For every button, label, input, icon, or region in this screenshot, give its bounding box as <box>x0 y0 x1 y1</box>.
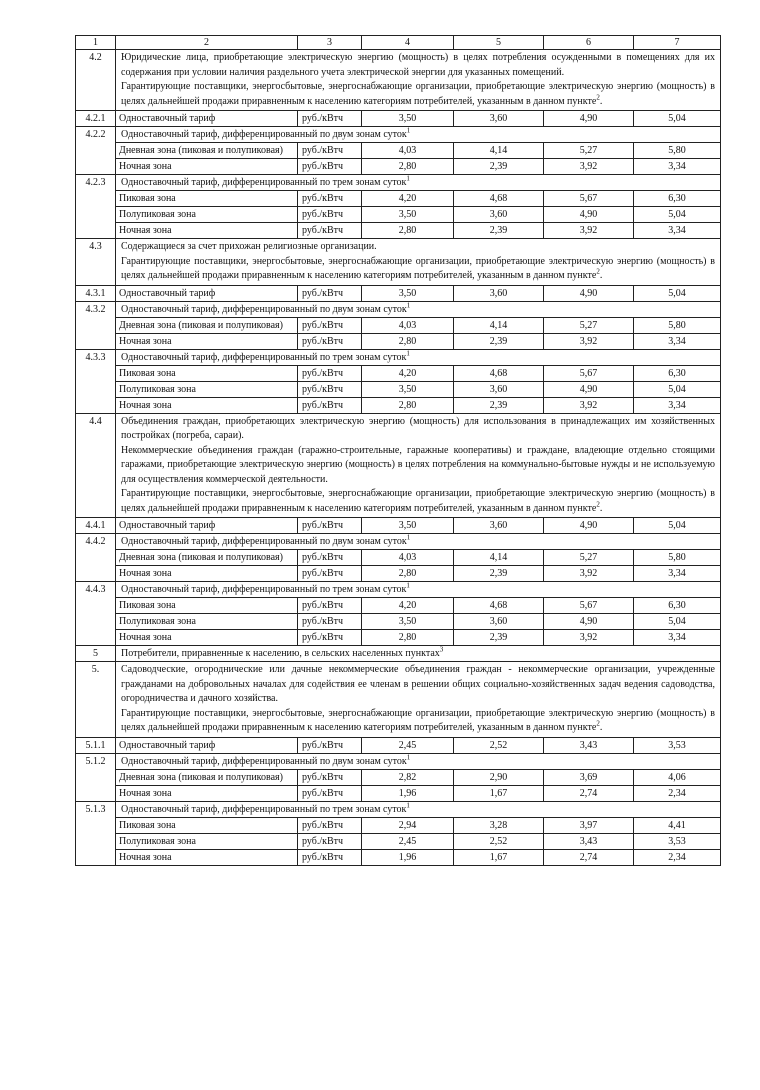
tariff-value: 3,50 <box>362 285 454 301</box>
header-cell: 3 <box>298 36 362 50</box>
description-paragraph <box>121 240 715 255</box>
three-zone-row <box>76 630 721 646</box>
tariff-value: 2,39 <box>454 397 544 413</box>
three-zone-row <box>76 381 721 397</box>
tariff-value: 5,04 <box>634 207 721 223</box>
tariff-value: 4,90 <box>544 381 634 397</box>
unit-cell: руб./кВтч <box>298 365 362 381</box>
group-5-row <box>76 646 721 662</box>
tariff-table-sheet <box>75 35 720 866</box>
single-rate-row <box>76 111 721 127</box>
tariff-value: 2,39 <box>454 333 544 349</box>
footnote-mark: 1 <box>406 801 410 810</box>
footnote-mark: 1 <box>406 533 411 542</box>
tariff-value: 4,90 <box>544 518 634 534</box>
zone-label: Ночная зона <box>116 333 298 349</box>
paragraph-text: Некоммерческие объединения граждан (гаражно-строительные, гаражные кооперативы) и граждане, владеющие отдельно стоящими гаражами, приобретающие электрическую энергию (мощность) в целях потребления на коммунально-бытовые нужды и не используемую для осуществления коммерческой деятельности. <box>121 444 715 485</box>
description-paragraph <box>121 663 715 707</box>
tariff-value: 5,04 <box>634 381 721 397</box>
unit-cell: руб./кВтч <box>298 614 362 630</box>
three-zone-row <box>76 365 721 381</box>
tariff-value: 2,39 <box>454 223 544 239</box>
tariff-value: 3,97 <box>544 817 634 833</box>
section-number: 4.3 <box>76 239 116 286</box>
row-label: Одноставочный тариф <box>116 285 298 301</box>
row-number: 4.3.3 <box>76 349 116 413</box>
tariff-value: 4,14 <box>454 143 544 159</box>
tariff-value: 3,43 <box>544 833 634 849</box>
three-zone-row <box>76 817 721 833</box>
row-label: Одноставочный тариф <box>116 111 298 127</box>
three-zone-heading <box>116 349 721 365</box>
tariff-value: 2,39 <box>454 630 544 646</box>
tariff-value: 2,39 <box>454 159 544 175</box>
footnote-mark: 2 <box>596 719 600 728</box>
unit-cell: руб./кВтч <box>298 191 362 207</box>
tariff-value: 5,67 <box>544 598 634 614</box>
section-description <box>116 239 721 286</box>
three-zone-heading-row <box>76 801 721 817</box>
unit-cell: руб./кВтч <box>298 566 362 582</box>
unit-cell: руб./кВтч <box>298 550 362 566</box>
two-zone-row <box>76 785 721 801</box>
three-zone-heading-row <box>76 175 721 191</box>
footnote-mark: 3 <box>439 645 444 654</box>
tariff-value: 3,43 <box>544 737 634 753</box>
tariff-value: 3,53 <box>634 737 721 753</box>
tariff-value: 4,20 <box>362 191 454 207</box>
header-cell: 5 <box>454 36 544 50</box>
zone-label: Ночная зона <box>116 630 298 646</box>
tariff-value: 3,60 <box>454 381 544 397</box>
zone-label: Ночная зона <box>116 397 298 413</box>
tariff-value: 3,34 <box>634 333 721 349</box>
tariff-value: 2,52 <box>454 737 544 753</box>
section-description <box>116 413 721 518</box>
unit-cell: руб./кВтч <box>298 833 362 849</box>
section-number: 5. <box>76 662 116 738</box>
two-zone-row <box>76 566 721 582</box>
two-zone-heading <box>116 127 721 143</box>
zone-label: Пиковая зона <box>116 191 298 207</box>
tariff-value: 3,34 <box>634 566 721 582</box>
tariff-value: 2,34 <box>634 849 721 865</box>
three-zone-row <box>76 614 721 630</box>
tariff-value: 2,80 <box>362 397 454 413</box>
description-paragraph <box>121 444 715 488</box>
tariff-value: 4,90 <box>544 285 634 301</box>
tariff-value: 2,94 <box>362 817 454 833</box>
description-paragraph <box>121 415 715 444</box>
section-number: 4.2 <box>76 50 116 111</box>
row-label: Одноставочный тариф <box>116 518 298 534</box>
tariff-value: 2,80 <box>362 566 454 582</box>
tariff-value: 2,74 <box>544 785 634 801</box>
tariff-value: 3,50 <box>362 207 454 223</box>
unit-cell: руб./кВтч <box>298 737 362 753</box>
header-cell: 1 <box>76 36 116 50</box>
tariff-value: 3,92 <box>544 566 634 582</box>
unit-cell: руб./кВтч <box>298 397 362 413</box>
section-number: 5 <box>76 646 116 662</box>
zone-label: Ночная зона <box>116 566 298 582</box>
tariff-value: 1,96 <box>362 785 454 801</box>
tariff-value: 5,80 <box>634 317 721 333</box>
tariff-value: 1,67 <box>454 785 544 801</box>
heading-text: Одноставочный тариф, дифференцированный по двум зонам суток <box>121 129 407 140</box>
unit-cell: руб./кВтч <box>298 285 362 301</box>
zone-label: Дневная зона (пиковая и полупиковая) <box>116 317 298 333</box>
row-number: 5.1.1 <box>76 737 116 753</box>
tariff-value: 4,68 <box>454 598 544 614</box>
heading-text: Одноставочный тариф, дифференцированный по трем зонам суток <box>121 803 407 815</box>
description-paragraph: Гарантирующие поставщики, энергосбытовые, энергоснабжающие организации, приобретающие электрическую энергию (мощность) в целях дальнейшей продажи приравненным к населению категориям потребителей, указанным в данном пункте$^2$. <box>121 707 715 733</box>
two-zone-row <box>76 143 721 159</box>
header-row <box>76 36 721 50</box>
tariff-value: 3,60 <box>454 285 544 301</box>
unit-cell: руб./кВтч <box>298 111 362 127</box>
two-zone-row <box>76 159 721 175</box>
tariff-value: 2,80 <box>362 223 454 239</box>
heading-text: Одноставочный тариф, дифференцированный по трем зонам суток <box>121 177 407 188</box>
two-zone-row <box>76 769 721 785</box>
two-zone-heading-row <box>76 127 721 143</box>
tariff-value: 3,92 <box>544 397 634 413</box>
tariff-value: 1,96 <box>362 849 454 865</box>
tariff-value: 4,68 <box>454 365 544 381</box>
tariff-value: 4,90 <box>544 111 634 127</box>
unit-cell: руб./кВтч <box>298 317 362 333</box>
tariff-value: 4,68 <box>454 191 544 207</box>
description-paragraph: Гарантирующие поставщики, энергосбытовые, энергоснабжающие организации, приобретающие электрическую энергию (мощность) в целях дальнейшей продажи приравненным к населению категориям потребителей, указанным в данном пункте$^2$. <box>121 81 715 107</box>
zone-label: Полупиковая зона <box>116 207 298 223</box>
row-number: 5.1.3 <box>76 801 116 865</box>
footnote-mark: 1 <box>406 581 410 590</box>
tariff-value: 3,92 <box>544 159 634 175</box>
unit-cell: руб./кВтч <box>298 785 362 801</box>
two-zone-heading-row <box>76 753 721 769</box>
section-row <box>76 413 721 518</box>
tariff-value: 2,90 <box>454 769 544 785</box>
tariff-value: 3,50 <box>362 111 454 127</box>
tariff-value: 3,92 <box>544 333 634 349</box>
section-description <box>116 50 721 111</box>
two-zone-heading <box>116 534 721 550</box>
heading-text: Одноставочный тариф, дифференцированный по двум зонам суток <box>121 755 407 767</box>
tariff-value: 5,04 <box>634 285 721 301</box>
row-number: 4.4.3 <box>76 582 116 646</box>
tariff-value: 6,30 <box>634 191 721 207</box>
footnote-mark: 1 <box>406 349 410 358</box>
tariff-value: 3,34 <box>634 159 721 175</box>
tariff-value: 4,90 <box>544 207 634 223</box>
zone-label: Дневная зона (пиковая и полупиковая) <box>116 769 298 785</box>
tariff-value: 5,27 <box>544 143 634 159</box>
single-rate-row <box>76 737 721 753</box>
unit-cell: руб./кВтч <box>298 769 362 785</box>
tariff-value: 5,80 <box>634 550 721 566</box>
tariff-value: 6,30 <box>634 598 721 614</box>
tariff-value: 2,39 <box>454 566 544 582</box>
tariff-value: 5,04 <box>634 614 721 630</box>
three-zone-row <box>76 207 721 223</box>
paragraph-text: Юридические лица, приобретающие электрическую энергию (мощность) в целях потребления осужденными в помещениях для их содержания при условии наличия раздельного учета электрической энергии для указанных помещений. <box>121 52 715 78</box>
tariff-value: 3,60 <box>454 614 544 630</box>
unit-cell: руб./кВтч <box>298 630 362 646</box>
group-5-title <box>116 646 721 662</box>
two-zone-row <box>76 317 721 333</box>
tariff-value: 4,90 <box>544 614 634 630</box>
unit-cell: руб./кВтч <box>298 817 362 833</box>
tariff-value: 5,27 <box>544 317 634 333</box>
header-cell: 6 <box>544 36 634 50</box>
row-number: 4.3.2 <box>76 301 116 349</box>
unit-cell: руб./кВтч <box>298 849 362 865</box>
tariff-value: 2,80 <box>362 159 454 175</box>
section-row <box>76 50 721 111</box>
tariff-value: 3,50 <box>362 518 454 534</box>
tariff-value: 3,60 <box>454 111 544 127</box>
tariff-value: 2,45 <box>362 833 454 849</box>
heading-text: Одноставочный тариф, дифференцированный по трем зонам суток <box>121 351 407 363</box>
row-number: 5.1.2 <box>76 753 116 801</box>
paragraph-text: Содержащиеся за счет прихожан религиозные организации. <box>121 241 377 252</box>
tariff-value: 3,50 <box>362 381 454 397</box>
tariff-value: 4,03 <box>362 317 454 333</box>
paragraph-text: Гарантирующие поставщики, энергосбытовые, энергоснабжающие организации, приобретающие электрическую энергию (мощность) в целях дальнейшей продажи приравненным к населению категориям потребителей, указанным в данном пункте <box>121 488 715 514</box>
header-cell: 7 <box>634 36 721 50</box>
section-row <box>76 662 721 738</box>
tariff-value: 3,60 <box>454 518 544 534</box>
tariff-value: 4,03 <box>362 143 454 159</box>
zone-label: Полупиковая зона <box>116 381 298 397</box>
unit-cell: руб./кВтч <box>298 381 362 397</box>
tariff-value: 4,20 <box>362 598 454 614</box>
tariff-value: 4,14 <box>454 317 544 333</box>
paragraph-text: Гарантирующие поставщики, энергосбытовые, энергоснабжающие организации, приобретающие электрическую энергию (мощность) в целях дальнейшей продажи приравненным к населению категориям потребителей, указанным в данном пункте <box>121 255 715 281</box>
three-zone-row <box>76 833 721 849</box>
tariff-value: 4,41 <box>634 817 721 833</box>
tariff-value: 3,60 <box>454 207 544 223</box>
three-zone-row <box>76 223 721 239</box>
zone-label: Ночная зона <box>116 785 298 801</box>
footnote-mark: 2 <box>596 500 600 509</box>
footnote-mark: 2 <box>596 267 600 276</box>
section-number: 4.4 <box>76 413 116 518</box>
tariff-value: 2,82 <box>362 769 454 785</box>
paragraph-text: Гарантирующие поставщики, энергосбытовые, энергоснабжающие организации, приобретающие электрическую энергию (мощность) в целях дальнейшей продажи приравненным к населению категориям потребителей, указанным в данном пункте <box>121 707 715 733</box>
unit-cell: руб./кВтч <box>298 333 362 349</box>
tariff-value: 2,80 <box>362 630 454 646</box>
zone-label: Ночная зона <box>116 849 298 865</box>
two-zone-row <box>76 550 721 566</box>
paragraph-text: Объединения граждан, приобретающих электрическую энергию (мощность) для использования в принадлежащих им хозяйственных постройках (погреба, сараи). <box>121 415 715 441</box>
tariff-value: 2,45 <box>362 737 454 753</box>
description-paragraph: Гарантирующие поставщики, энергосбытовые, энергоснабжающие организации, приобретающие электрическую энергию (мощность) в целях дальнейшей продажи приравненным к населению категориям потребителей, указанным в данном пункте$^2$. <box>121 255 715 281</box>
tariff-table <box>75 35 721 866</box>
zone-label: Ночная зона <box>116 159 298 175</box>
two-zone-row <box>76 333 721 349</box>
tariff-value: 3,69 <box>544 769 634 785</box>
group-title-text: Потребители, приравненные к населению, в сельских населенных пунктах <box>121 648 440 659</box>
three-zone-heading-row <box>76 349 721 365</box>
zone-label: Пиковая зона <box>116 817 298 833</box>
tariff-value: 4,06 <box>634 769 721 785</box>
zone-label: Пиковая зона <box>116 598 298 614</box>
tariff-value: 5,27 <box>544 550 634 566</box>
tariff-value: 5,67 <box>544 191 634 207</box>
tariff-value: 3,34 <box>634 223 721 239</box>
description-paragraph <box>121 51 715 80</box>
two-zone-heading-row <box>76 301 721 317</box>
paragraph-text: Садоводческие, огороднические или дачные некоммерческие объединения граждан - некоммерческие организации, учрежденные гражданами на добровольных началах для содействия ее членам в решении общих социально-хозяйственных задач ведения садоводства, огородничества и дачного хозяйства. <box>121 664 715 704</box>
tariff-value: 4,03 <box>362 550 454 566</box>
tariff-value: 5,80 <box>634 143 721 159</box>
row-number: 4.3.1 <box>76 285 116 301</box>
section-description <box>116 662 721 738</box>
tariff-value: 5,04 <box>634 111 721 127</box>
tariff-value: 2,52 <box>454 833 544 849</box>
tariff-value: 1,67 <box>454 849 544 865</box>
paragraph-text: Гарантирующие поставщики, энергосбытовые, энергоснабжающие организации, приобретающие электрическую энергию (мощность) в целях дальнейшей продажи приравненным к населению категориям потребителей, указанным в данном пункте <box>121 81 715 107</box>
tariff-value: 3,34 <box>634 630 721 646</box>
tariff-value: 5,67 <box>544 365 634 381</box>
heading-text: Одноставочный тариф, дифференцированный по двум зонам суток <box>121 536 407 547</box>
tariff-value: 5,04 <box>634 518 721 534</box>
tariff-value: 3,92 <box>544 223 634 239</box>
single-rate-row <box>76 285 721 301</box>
row-number: 4.4.1 <box>76 518 116 534</box>
tariff-value: 3,92 <box>544 630 634 646</box>
unit-cell: руб./кВтч <box>298 518 362 534</box>
three-zone-heading <box>116 801 721 817</box>
two-zone-heading-row <box>76 534 721 550</box>
heading-text: Одноставочный тариф, дифференцированный по двум зонам суток <box>121 303 407 315</box>
unit-cell: руб./кВтч <box>298 223 362 239</box>
three-zone-row <box>76 191 721 207</box>
tariff-value: 6,30 <box>634 365 721 381</box>
zone-label: Полупиковая зона <box>116 833 298 849</box>
section-row <box>76 239 721 286</box>
zone-label: Пиковая зона <box>116 365 298 381</box>
two-zone-heading <box>116 753 721 769</box>
row-number: 4.2.3 <box>76 175 116 239</box>
three-zone-heading-row <box>76 582 721 598</box>
unit-cell: руб./кВтч <box>298 598 362 614</box>
tariff-value: 4,20 <box>362 365 454 381</box>
tariff-value: 2,34 <box>634 785 721 801</box>
zone-label: Полупиковая зона <box>116 614 298 630</box>
footnote-mark: 1 <box>406 753 411 762</box>
footnote-mark: 2 <box>596 93 600 102</box>
zone-label: Дневная зона (пиковая и полупиковая) <box>116 143 298 159</box>
footnote-mark: 1 <box>406 126 411 135</box>
tariff-value: 3,50 <box>362 614 454 630</box>
tariff-value: 2,80 <box>362 333 454 349</box>
footnote-mark: 1 <box>406 301 411 310</box>
tariff-value: 3,53 <box>634 833 721 849</box>
tariff-value: 4,14 <box>454 550 544 566</box>
footnote-mark: 1 <box>406 174 410 183</box>
two-zone-heading <box>116 301 721 317</box>
single-rate-row <box>76 518 721 534</box>
header-cell: 2 <box>116 36 298 50</box>
three-zone-row <box>76 598 721 614</box>
row-number: 4.2.2 <box>76 127 116 175</box>
heading-text: Одноставочный тариф, дифференцированный по трем зонам суток <box>121 584 407 595</box>
tariff-value: 3,28 <box>454 817 544 833</box>
three-zone-heading <box>116 175 721 191</box>
unit-cell: руб./кВтч <box>298 207 362 223</box>
row-label: Одноставочный тариф <box>116 737 298 753</box>
three-zone-row <box>76 397 721 413</box>
three-zone-heading <box>116 582 721 598</box>
row-number: 4.4.2 <box>76 534 116 582</box>
zone-label: Дневная зона (пиковая и полупиковая) <box>116 550 298 566</box>
unit-cell: руб./кВтч <box>298 143 362 159</box>
header-cell: 4 <box>362 36 454 50</box>
tariff-value: 3,34 <box>634 397 721 413</box>
tariff-value: 2,74 <box>544 849 634 865</box>
description-paragraph: Гарантирующие поставщики, энергосбытовые, энергоснабжающие организации, приобретающие электрическую энергию (мощность) в целях дальнейшей продажи приравненным к населению категориям потребителей, указанным в данном пункте$^2$. <box>121 488 715 514</box>
unit-cell: руб./кВтч <box>298 159 362 175</box>
three-zone-row <box>76 849 721 865</box>
zone-label: Ночная зона <box>116 223 298 239</box>
row-number: 4.2.1 <box>76 111 116 127</box>
